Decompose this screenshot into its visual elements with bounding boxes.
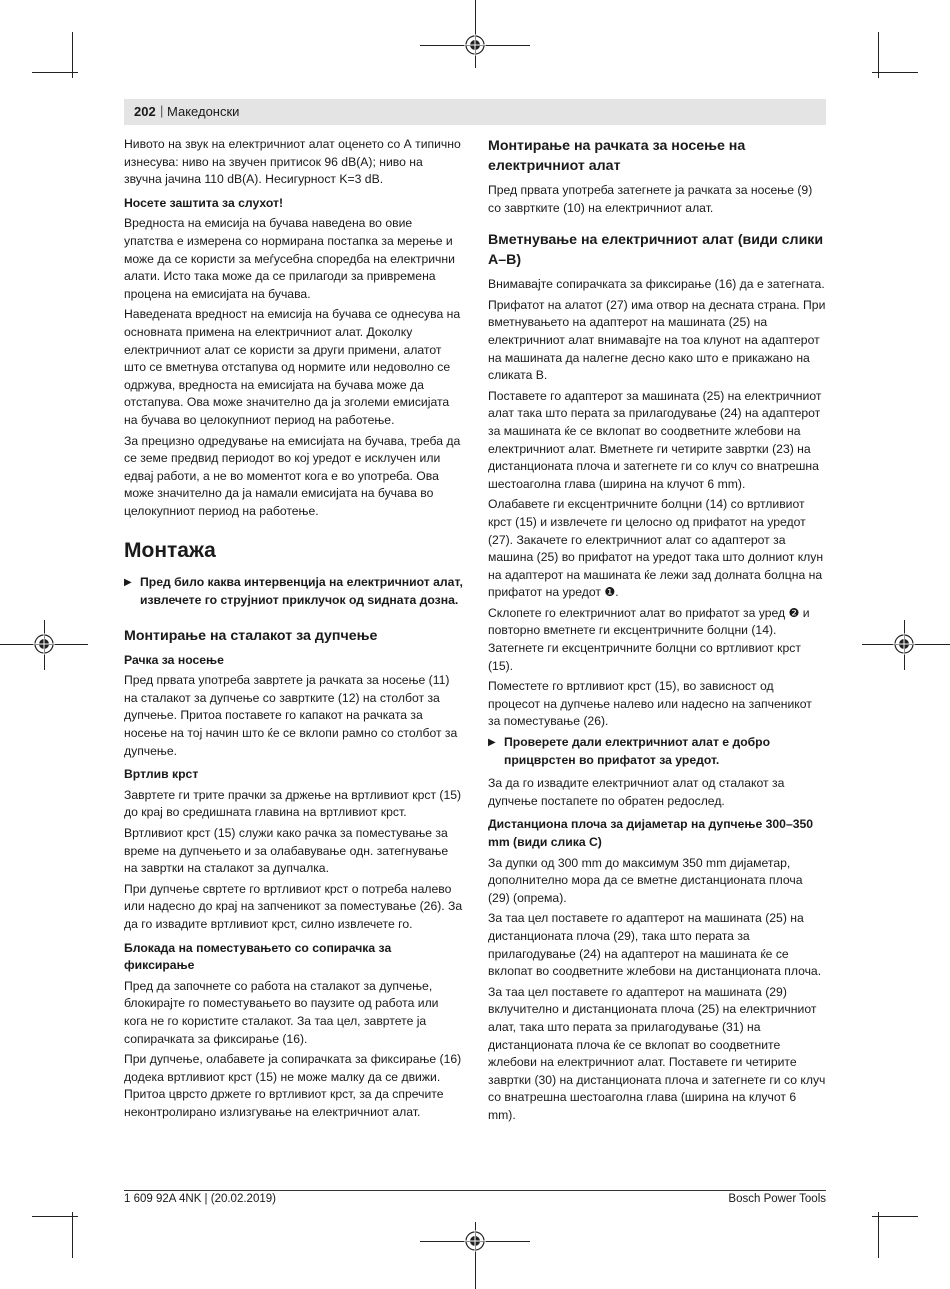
footer-divider [124,1190,826,1191]
heading: Монтирање на рачката за носење на електричниот алат [488,138,746,174]
registration-mark-icon [893,633,915,655]
arrow-icon: ▶ [124,577,132,589]
paragraph: Прифатот на алатот (27) има отвор на десната страна. При вметнувањето на адаптерот на машината (25) на електричниот алат внимавајте на тоа клунот на адаптерот на машината да налегне десно како што е прикажано на сликата B. [488,297,826,383]
paragraph: Склопете го електричниот алат во прифатот за уред ❷ и повторно вметнете ги ексцентричните болцни (14). Затегнете ги ексцентричните болцни со вртливиот крст (15). [488,605,810,673]
header-language: Македонски [167,104,240,119]
paragraph: Поместете го вртливиот крст (15), во зависност од процесот на дупчење налево или надесно на запченикот за поместување (26). [488,679,812,729]
registration-mark-icon [33,633,55,655]
header-separator: | [160,103,164,118]
paragraph: При дупчење, олабавете ја сопирачката за фиксирање (16) додека вртливиот крст (15) не може малку да се движи. Притоа цврсто држете го вртливиот крст, за да спречите неконтролирано излизгување на електричниот алат. [124,1052,462,1119]
subheading: Носете заштита за слухот! [124,195,284,210]
arrow-icon: ▶ [488,737,496,749]
paragraph: Пред првата употреба затегнете ја рачката за носење (9) со завртките (10) на електричниот алат. [488,183,813,215]
paragraph: При дупчење свртете го вртливиот крст о потреба налево или надесно до крај на запченикот за поместување (26). За да го извадите вртливиот крст, силно извлечете го. [124,881,463,931]
warning-text: Проверете дали електричниот алат е добро прицврстен во прифатот за уредот. [504,735,771,767]
paragraph: Наведената вредност на емисија на бучава се однесува на основната примена на електричниот алат. Доколку електричниот алат се користи за други примени, алатот што се вметнува отстапува од нормите или недоволно се одржува, вредноста на емисијата на бучава може да отстапува. Ова може значително да ја зголеми емисијата на бучава во целокупниот период на работење. [124,307,461,427]
left-column [124,136,463,1125]
paragraph: За дупки од 300 mm до максимум 350 mm дијаметар, дополнително мора да се вметне дистанционата плоча (29) (опрема). [488,855,803,905]
subheading: Дистанциона плоча за дијаметар на дупчење 300–350 mm (види слика C) [488,817,814,849]
footer-brand: Bosch Power Tools [728,1193,826,1205]
paragraph: Вртливиот крст (15) служи како рачка за поместување за време на дупчењето и за олабавување одн. затегнување на завртки на сталакот за дупчалка. [124,826,449,876]
paragraph: Пред да започнете со работа на сталакот за дупчење, блокирајте го поместувањето во паузите од работа или кога не го користите сталакот. За таа цел, завртете ја сопирачката за фиксирање (16). [124,978,439,1046]
crop-mark [32,72,78,73]
paragraph: Нивото на звук на електричниот алат оценето со А типично изнесува: ниво на звучен притисок 96 dB(A); ниво на звучна јачина 110 dB(A). Несигурност K=3 dB. [124,137,461,187]
registration-mark-icon [464,1230,486,1252]
page-header [124,99,826,125]
warning-item [488,734,826,769]
section-heading: Монтажа [124,539,216,563]
subheading: Рачка за носење [124,652,224,667]
paragraph: Поставете го адаптерот за машината (25) на електричниот алат така што перата за прилагодување (24) на адаптерот за машината ќе се вклопат во соодветните жлебови на електричниот алат. Вметнете ги четирите завртки (23) на дистанционата плоча и затегнете ги со клуч со внатрешна шестоаголна глава (ширина на клучот 6 mm). [488,388,822,491]
right-column [488,136,826,1128]
warning-text: Пред било каква интервенција на електричниот алат, извлечете го струјниот приклучок од ѕидната дозна. [140,575,463,608]
crop-mark [872,1216,918,1217]
paragraph: За таа цел поставете го адаптерот на машината (29) вклучително и дистанционата плоча (25) на електричниот алат, така што перата за прилагодување (31) на дистанционата плоча ќе се вклопат во соодветните жлебови на електричниот алат. Поставете ги четирите завртки (30) на дистанционата плоча и затегнете ги со клуч со внатрешна шестоаголна глава (ширина на клучот 6 mm). [488,984,826,1122]
subheading: Блокада на поместувањето со сопирачка за фиксирање [124,940,392,973]
crop-mark [72,1212,73,1258]
paragraph: Внимавајте сопирачката за фиксирање (16) да е затегната. [488,277,825,292]
warning-item [124,574,463,609]
crop-mark [32,1216,78,1217]
footer-doc-number: 1 609 92A 4NK | (20.02.2019) [124,1193,276,1205]
paragraph: Пред првата употреба завртете ја рачката за носење (11) на сталакот за дупчење со завртките (12) на столбот за дупчење. Притоа поставете го капакот на рачката за носење на тој начин што ќе се вклопи рамно со столбот за дупчење. [124,673,458,758]
registration-mark-icon [464,34,486,56]
paragraph: Олабавете ги ексцентричните болцни (14) со вртливиот крст (15) и извлечете ги целосно од прифатот на уредот (27). Закачете го електричниот алат со адаптерот за машина (25) во прифатот на уредот така што долниот клун на адаптерот на машината ќе лежи зад долната болцна на прифатот на уредот ❶. [488,497,824,600]
paragraph: Завртете ги трите прачки за држење на вртливиот крст (15) до крај во средишната главина на вртливиот крст. [124,787,462,820]
heading: Вметнување на електричниот алат (види слики A–B) [488,232,824,269]
crop-mark [878,1212,879,1258]
heading: Монтирање на сталакот за дупчење [124,627,378,644]
subheading: Вртлив крст [124,767,199,782]
paragraph: Вредноста на емисија на бучава наведена во овие упатства е измерена со нормирана постапка за мерење и може да се користи за меѓусебна споредба на електрични алати. Исто така може да се прилагоди за привремена процена на емисијата на бучава. [124,216,455,301]
page-number: 202 [134,104,156,119]
crop-mark [872,72,918,73]
paragraph: За прецизно одредување на емисијата на бучава, треба да се земе предвид периодот во кој уредот е исклучен или едвај работи, а не во моментот кога е во употреба. Ова може значително да ја намали емисијата на бучава во целокупниот период на работење. [124,433,461,518]
paragraph: За таа цел поставете го адаптерот на машината (25) на дистанционата плоча (29), така што перата за прилагодување (24) на адаптерот на машината ќе се вклопат во соодветните жлебови на дистанционата плоча. [488,911,822,979]
paragraph: За да го извадите електричниот алат од сталакот за дупчење постапете по обратен редослед. [488,776,785,808]
